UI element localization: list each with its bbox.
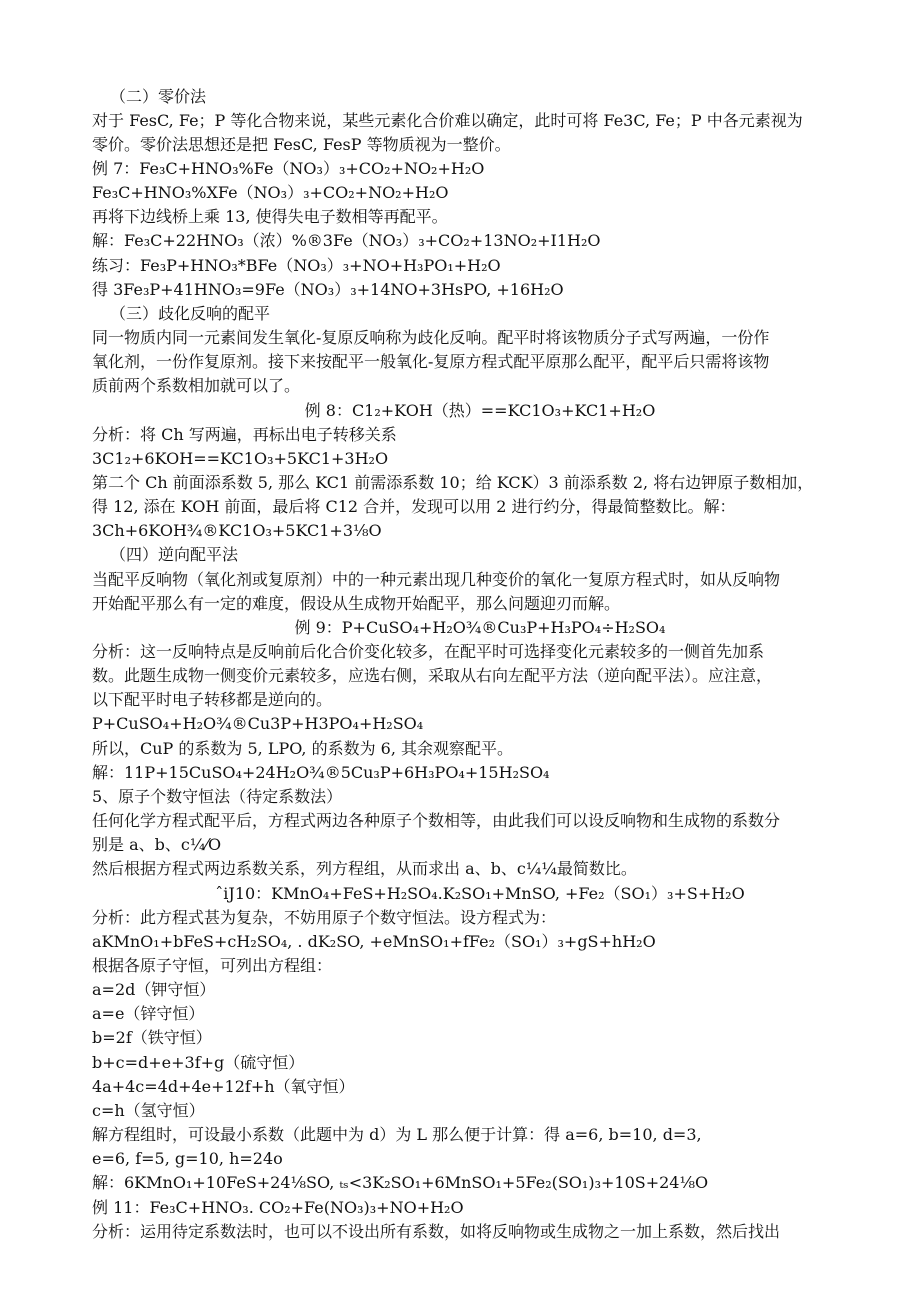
section-heading-disproportionation: （三）歧化反响的配平 <box>110 304 271 323</box>
paragraph-line: 任何化学方程式配平后，方程式两边各种原子个数相等，由此我们可以设反响物和生成物的系数分 <box>92 811 781 830</box>
paragraph-line: 所以，CuP 的系数为 5, LPO, 的系数为 6, 其余观察配平。 <box>92 739 514 758</box>
paragraph-line: 质前两个系数相加就可以了。 <box>92 376 301 395</box>
section-heading-atom-conservation: 5、原子个数守恒法（待定系数法） <box>92 787 343 806</box>
answer-line: 得 3Fe₃P+41HNO₃=9Fe（NO₃）₃+14NO+3HsPO, +16H₂O <box>92 280 564 299</box>
equation-line: 3C1₂+6KOH==KC1O₃+5KC1+3H₂O <box>92 449 389 468</box>
paragraph-line: 解方程组时，可设最小系数（此题中为 d）为 L 那么便于计算：得 a=6, b=10, d=3, <box>92 1125 702 1144</box>
analysis-line: 分析：运用待定系数法时，也可以不设出所有系数，如将反响物或生成物之一加上系数，然后找出 <box>92 1222 781 1241</box>
paragraph-line: 同一物质内同一元素间发生氧化-复原反响称为歧化反响。配平时将该物质分子式写两遍，一份作 <box>92 328 770 347</box>
solution-line: 解：Fe₃C+22HNO₃（浓）%®3Fe（NO₃）₃+CO₂+13NO₂+I1H₂O <box>92 231 601 250</box>
example-10-equation: ˆiJ10：KMnO₄+FeS+H₂SO₄.K₂SO₁+MnSO, +Fe₂（SO₁）₃+S+H₂O <box>215 884 745 903</box>
paragraph-line: 当配平反响物（氧化剂或复原剂）中的一种元素出现几种变价的氧化一复原方程式时，如从反响物 <box>92 570 781 589</box>
example-7-equation: 例 7：Fe₃C+HNO₃%Fe（NO₃）₃+CO₂+NO₂+H₂O <box>92 159 485 178</box>
example-8-equation: 例 8：C1₂+KOH（热）==KC1O₃+KC1+H₂O <box>304 401 656 420</box>
equation-line: aKMnO₁+bFeS+cH₂SO₄, . dK₂SO, +eMnSO₁+fFe₂（SO₁）₃+gS+hH₂O <box>92 932 656 951</box>
example-11-equation: 例 11：Fe₃C+HNO₃. CO₂+Fe(NO₃)₃+NO+H₂O <box>92 1198 464 1217</box>
equation-system-line: b+c=d+e+3f+g（硫守恒） <box>92 1053 305 1072</box>
paragraph-line: 数。此题生成物一侧变价元素较多，应选右侧，采取从右向左配平方法（逆向配平法）。应注意， <box>92 666 773 685</box>
section-heading-reverse-balancing: （四）逆向配平法 <box>110 545 239 564</box>
paragraph-line: 氧化剂，一份作复原剂。接下来按配平一般氧化-复原方程式配平原那么配平，配平后只需将该物 <box>92 352 770 371</box>
paragraph-line: 开始配平那么有一定的难度，假设从生成物开始配平，那么问题迎刃而解。 <box>92 594 621 613</box>
solution-line: 解：6KMnO₁+10FeS+24⅛SO, ₜₛ<3K₂SO₁+6MnSO₁+5Fe₂(SO₁)₃+10S+24⅛O <box>92 1173 709 1192</box>
section-heading-zero-valence: （二）零价法 <box>110 87 207 106</box>
paragraph-line: 别是 a、b、c¼⁄O <box>92 835 222 854</box>
analysis-line: 分析：将 Ch 写两遍，再标出电子转移关系 <box>92 425 397 444</box>
analysis-line: 分析：此方程式甚为复杂，不妨用原子个数守恒法。设方程式为： <box>92 908 557 927</box>
paragraph-line: e=6, f=5, g=10, h=24o <box>92 1149 283 1168</box>
equation-system-line: a=e（锌守恒） <box>92 1004 205 1023</box>
paragraph-line: 对于 FesC, Fe；P 等化合物来说，某些元素化合价难以确定，此时可将 Fe3C, Fe；P 中各元素视为 <box>92 111 803 130</box>
equation-line: 3Ch+6KOH¾®KC1O₃+5KC1+3⅛O <box>92 521 382 540</box>
equation-system-line: b=2f（铁守恒） <box>92 1028 212 1047</box>
paragraph-line: 得 12, 添在 KOH 前面，最后将 C12 合并，发现可以用 2 进行约分，得最简整数比。解： <box>92 497 736 516</box>
paragraph-line: 根据各原子守恒，可列出方程组： <box>92 956 333 975</box>
analysis-line: 分析：这一反响特点是反响前后化合价变化较多，在配平时可选择变化元素较多的一侧首先加系 <box>92 642 765 661</box>
paragraph-line: 第二个 Ch 前面添系数 5, 那么 KC1 前需添系数 10；给 KCK）3 前添系数 2, 将右边钾原子数相加， <box>92 473 814 492</box>
exercise-line: 练习：Fe₃P+HNO₃*BFe（NO₃）₃+NO+H₃PO₁+H₂O <box>92 256 501 275</box>
equation-system-line: c=h（氢守恒） <box>92 1101 205 1120</box>
example-9-equation: 例 9：P+CuSO₄+H₂O¾®Cu₃P+H₃PO₄÷H₂SO₄ <box>294 618 666 637</box>
equation-line: Fe₃C+HNO₃%XFe（NO₃）₃+CO₂+NO₂+H₂O <box>92 183 449 202</box>
solution-line: 解：11P+15CuSO₄+24H₂O¾®5Cu₃P+6H₃PO₄+15H₂SO₄ <box>92 763 550 782</box>
paragraph-line: 然后根据方程式两边系数关系，列方程组，从而求出 a、b、c¼¼最简数比。 <box>92 859 637 878</box>
equation-system-line: 4a+4c=4d+4e+12f+h（氧守恒） <box>92 1077 355 1096</box>
paragraph-line: 再将下边线桥上乘 13, 使得失电子数相等再配平。 <box>92 207 448 226</box>
equation-system-line: a=2d（钾守恒） <box>92 980 216 999</box>
paragraph-line: 零价。零价法思想还是把 FesC, FesP 等物质视为一整价。 <box>92 135 511 154</box>
paragraph-line: 以下配平时电子转移都是逆向的。 <box>92 690 333 709</box>
equation-line: P+CuSO₄+H₂O¾®Cu3P+H3PO₄+H₂SO₄ <box>92 714 424 733</box>
